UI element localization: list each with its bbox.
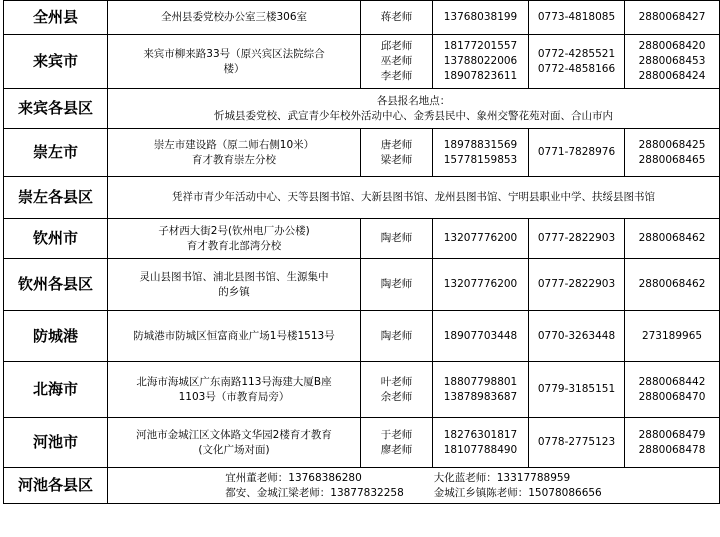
mobile-number-line: 13207776200 xyxy=(443,232,518,244)
address-line: 楼） xyxy=(223,62,245,75)
merged-locations xyxy=(108,89,720,129)
mobile-number-line: 13768038199 xyxy=(443,11,518,23)
qq-number xyxy=(625,418,720,468)
table-row xyxy=(4,1,720,35)
table-row xyxy=(4,259,720,311)
mobile-number xyxy=(433,35,529,89)
contact-person-line: 邱老师 xyxy=(380,40,413,52)
contact-person-line: 李老师 xyxy=(380,70,413,82)
table-row xyxy=(4,468,720,504)
table-row xyxy=(4,311,720,362)
mobile-number-line: 18107788490 xyxy=(443,443,518,456)
address xyxy=(108,418,361,468)
address-line: 来宾市柳来路33号（原兴宾区法院综合 xyxy=(143,47,325,60)
contact-person-line: 廖老师 xyxy=(380,443,413,456)
qq-number-line: 2880068479 xyxy=(638,428,706,441)
address xyxy=(108,219,361,259)
table-row xyxy=(4,129,720,177)
address xyxy=(108,1,361,35)
mobile-number xyxy=(433,219,529,259)
contact-person-line: 巫老师 xyxy=(380,55,413,67)
address-line: 北海市海城区广东南路113号海建大厦B座 xyxy=(136,375,332,388)
contact-person-line: 梁老师 xyxy=(380,153,413,166)
contact-person-line: 蒋老师 xyxy=(380,11,413,23)
address xyxy=(108,362,361,418)
office-phone-line: 0777-2822903 xyxy=(537,278,616,290)
table-row xyxy=(4,35,720,89)
contact-person xyxy=(361,129,433,177)
address-line: (文化广场对面) xyxy=(198,443,270,456)
table-row xyxy=(4,219,720,259)
qq-number xyxy=(625,259,720,311)
office-phone xyxy=(529,418,625,468)
county-contact-line: 宜州董老师：13768386280 xyxy=(225,471,362,484)
mobile-number xyxy=(433,362,529,418)
county-contact-line: 金城江乡镇陈老师：15078086656 xyxy=(433,486,602,499)
qq-number xyxy=(625,35,720,89)
address-line: 的乡镇 xyxy=(218,285,250,298)
contact-person xyxy=(361,259,433,311)
contact-person-line: 陶老师 xyxy=(380,232,413,244)
office-phone xyxy=(529,219,625,259)
address-line: 育才教育崇左分校 xyxy=(192,153,276,166)
contact-person-line: 叶老师 xyxy=(380,375,413,388)
office-phone-line: 0773-4818085 xyxy=(537,11,616,23)
office-phone xyxy=(529,1,625,35)
mobile-number-line: 18276301817 xyxy=(443,428,518,441)
mobile-number xyxy=(433,311,529,362)
merged-locations-line: 凭祥市青少年活动中心、天等县图书馆、大新县图书馆、龙州县图书馆、宁明县职业中学、扶绥县图书馆 xyxy=(172,191,655,203)
office-phone xyxy=(529,35,625,89)
address-line: 防城港市防城区恒富商业广场1号楼1513号 xyxy=(133,329,335,342)
table-row xyxy=(4,89,720,129)
contact-person-line: 陶老师 xyxy=(380,278,413,290)
qq-number xyxy=(625,129,720,177)
contact-person xyxy=(361,362,433,418)
contact-person-line: 于老师 xyxy=(380,428,413,441)
city-name: 崇左市 xyxy=(4,129,108,177)
county-contacts xyxy=(108,468,720,504)
merged-locations-line: 各县报名地点： xyxy=(376,94,451,107)
county-contacts-left xyxy=(225,471,403,501)
office-phone-line: 0778-2775123 xyxy=(537,436,616,448)
qq-number-line: 2880068470 xyxy=(638,390,706,403)
address-line: 育才教育北部湾分校 xyxy=(186,239,282,252)
contact-person xyxy=(361,311,433,362)
county-contact-line: 都安、金城江梁老师：13877832258 xyxy=(225,486,404,499)
office-phone-line: 0772-4858166 xyxy=(537,62,616,75)
mobile-number xyxy=(433,129,529,177)
mobile-number xyxy=(433,259,529,311)
address xyxy=(108,259,361,311)
address-line: 崇左市建设路（原二师右侧10米） xyxy=(153,138,315,151)
county-contacts-columns xyxy=(110,471,717,501)
mobile-number-line: 13878983687 xyxy=(443,390,518,403)
city-name: 河池市 xyxy=(4,418,108,468)
county-contacts-right xyxy=(434,471,602,501)
address xyxy=(108,35,361,89)
office-phone-line: 0771-7828976 xyxy=(537,146,616,158)
mobile-number-line: 18907823611 xyxy=(443,70,518,82)
mobile-number xyxy=(433,1,529,35)
mobile-number-line: 18978831569 xyxy=(443,138,518,151)
qq-number-line: 2880068420 xyxy=(638,40,706,52)
city-name: 全州县 xyxy=(4,1,108,35)
mobile-number-line: 18807798801 xyxy=(443,375,518,388)
table-row xyxy=(4,362,720,418)
contact-person xyxy=(361,1,433,35)
qq-number-line: 2880068462 xyxy=(638,232,706,244)
address-line: 1103号（市教育局旁） xyxy=(178,390,290,403)
contact-person xyxy=(361,418,433,468)
contact-person-line: 陶老师 xyxy=(380,329,413,342)
qq-number-line: 2880068453 xyxy=(638,55,706,67)
qq-number-line: 2880068478 xyxy=(638,443,706,456)
qq-number xyxy=(625,362,720,418)
office-phone-line: 0777-2822903 xyxy=(537,232,616,244)
address xyxy=(108,311,361,362)
address-line: 河池市金城江区文体路文华园2楼育才教育 xyxy=(136,428,332,441)
merged-locations-line: 忻城县委党校、武宣青少年校外活动中心、金秀县民中、象州交警花苑对面、合山市内 xyxy=(214,109,613,122)
office-phone-line: 0779-3185151 xyxy=(537,383,616,395)
mobile-number-line: 18177201557 xyxy=(443,40,518,52)
city-name: 崇左各县区 xyxy=(4,177,108,219)
mobile-number-line: 13207776200 xyxy=(443,278,518,290)
city-name: 来宾市 xyxy=(4,35,108,89)
office-phone-line: 0772-4285521 xyxy=(537,47,616,60)
address xyxy=(108,129,361,177)
mobile-number-line: 15778159853 xyxy=(443,153,518,166)
mobile-number-line: 13788022006 xyxy=(443,55,518,67)
qq-number xyxy=(625,219,720,259)
address-line: 全州县委党校办公室三楼306室 xyxy=(160,11,308,23)
table-row xyxy=(4,177,720,219)
city-name: 来宾各县区 xyxy=(4,89,108,129)
city-name: 北海市 xyxy=(4,362,108,418)
qq-number xyxy=(625,1,720,35)
office-phone xyxy=(529,129,625,177)
contact-person xyxy=(361,35,433,89)
city-name: 钦州各县区 xyxy=(4,259,108,311)
qq-number-line: 2880068465 xyxy=(638,153,706,166)
office-phone-line: 0770-3263448 xyxy=(537,329,616,342)
mobile-number-line: 18907703448 xyxy=(443,329,518,342)
office-phone xyxy=(529,311,625,362)
contact-person xyxy=(361,219,433,259)
qq-number-line: 2880068442 xyxy=(638,375,706,388)
contact-person-line: 余老师 xyxy=(380,390,413,403)
qq-number-line: 2880068427 xyxy=(638,11,706,23)
qq-number xyxy=(625,311,720,362)
office-phone xyxy=(529,362,625,418)
address-line: 子材西大街2号(钦州电厂办公楼) xyxy=(158,224,310,237)
qq-number-line: 273189965 xyxy=(641,329,703,342)
merged-locations xyxy=(108,177,720,219)
city-name: 防城港 xyxy=(4,311,108,362)
office-phone xyxy=(529,259,625,311)
table-row xyxy=(4,418,720,468)
contact-person-line: 唐老师 xyxy=(380,138,413,151)
qq-number-line: 2880068424 xyxy=(638,70,706,82)
qq-number-line: 2880068462 xyxy=(638,278,706,290)
mobile-number xyxy=(433,418,529,468)
qq-number-line: 2880068425 xyxy=(638,138,706,151)
city-name: 河池各县区 xyxy=(4,468,108,504)
city-name: 钦州市 xyxy=(4,219,108,259)
registration-table xyxy=(3,0,720,504)
address-line: 灵山县图书馆、浦北县图书馆、生源集中 xyxy=(139,270,329,283)
county-contact-line: 大化蓝老师：13317788959 xyxy=(433,471,571,484)
